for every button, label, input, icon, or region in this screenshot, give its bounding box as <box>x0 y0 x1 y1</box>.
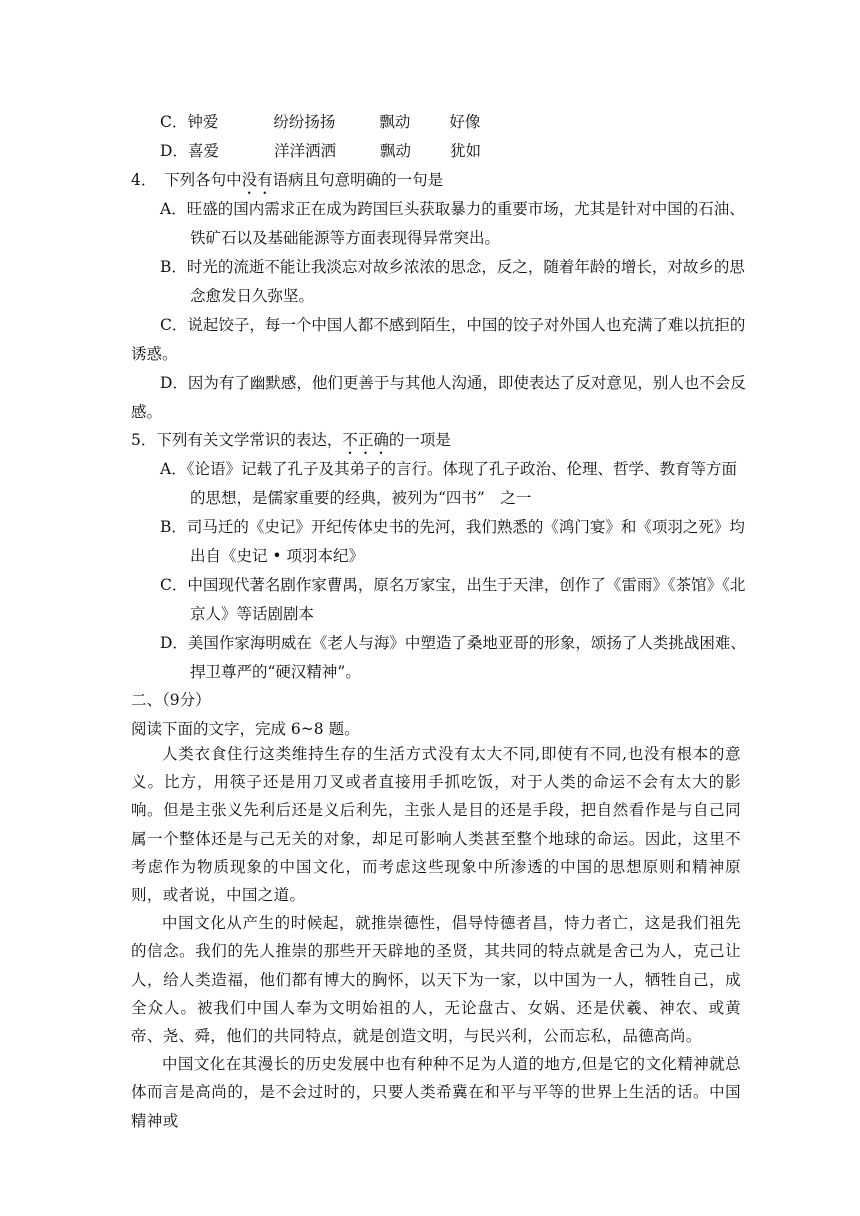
q4-option-a-cont: 铁矿石以及基础能源等方面表现得异常突出。 <box>190 229 501 247</box>
q5-stem: 5．下列有关文学常识的表达，不正确的一项是 <box>131 431 451 449</box>
option-letter: C． <box>160 113 188 131</box>
q4-option-a: A．旺盛的国内需求正在成为跨国巨头获取暴力的重要市场，尤其是针对中国的石油、 <box>160 200 745 218</box>
q5-option-c-cont: 京人》等话剧剧本 <box>190 605 315 623</box>
word: 飘动 <box>379 113 411 131</box>
q4-option-b: B．时光的流逝不能让我淡忘对故乡浓浓的思念，反之，随着年龄的增长，对故乡的思 <box>160 258 745 276</box>
section-instruction: 阅读下面的文字，完成 6~8 题。 <box>131 720 360 738</box>
q4-stem: 4． 下列各句中没有语病且句意明确的一句是 <box>131 171 444 189</box>
reading-passage <box>131 740 741 1135</box>
q5-option-b-cont: 出自《史记 • 项羽本纪》 <box>190 547 364 565</box>
q5-option-d: D．美国作家海明威在《老人与海》中塑造了桑地亚哥的形象，颂扬了人类挑战困难、 <box>160 634 746 652</box>
passage-paragraph: 人类衣食住行这类维持生存的生活方式没有太大不同,即使有不同,也没有根本的意义。比方，用筷子还是用刀叉或者直接用手抓吃饭，对于人类的命运不会有太大的影响。但是主张义先利后还是义后利先，主张人是目的还是手段，把自然看作是与自己同属一个整体还是与己无关的对象，却足可影响人类甚至整个地球的命运。因此，这里不考虑作为物质现象的中国文化，而考虑这些现象中所渗透的中国的思想原则和精神原则，或者说，中国之道。 <box>131 745 741 905</box>
word: 好像 <box>449 113 481 131</box>
q5-option-a-cont: 的思想，是儒家重要的经典，被列为“四书” 之一 <box>190 489 532 507</box>
q4-option-b-cont: 念愈发日久弥坚。 <box>190 287 315 305</box>
q5-option-d-cont: 捍卫尊严的“硬汉精神”。 <box>190 663 361 681</box>
word: 洋洋洒洒 <box>273 142 336 160</box>
emphasis-text: 没有 <box>241 171 273 189</box>
q5-option-a: A．《论语》记载了孔子及其弟子的言行。体现了孔子政治、伦理、哲学、教育等方面 <box>160 460 737 478</box>
passage-paragraph: 中国文化从产生的时候起，就推崇德性，倡导恃德者昌，恃力者亡，这是我们祖先的信念。我们的先人推崇的那些开天辟地的圣贤，其共同的特点就是舍己为人，克己让人，给人类造福，他们都有博大的胸怀，以天下为一家，以中国为一人，牺牲自己，成全众人。被我们中国人奉为文明始祖的人，无论盘古、女娲、还是伏羲、神农、或黄帝、尧、舜，他们的共同特点，就是创造文明，与民兴利，公而忘私，品德高尚。 <box>131 914 741 1046</box>
q5-option-c: C．中国现代著名剧作家曹禺，原名万家宝，出生于天津，创作了《雷雨》《茶馆》《北 <box>160 576 746 594</box>
q4-option-c-cont: 诱惑。 <box>131 345 178 363</box>
word: 钟爱 <box>187 113 219 131</box>
word: 飘动 <box>379 142 411 160</box>
q4-option-d-cont: 感。 <box>131 403 163 421</box>
q3-option-d <box>160 141 481 161</box>
q4-option-d: D．因为有了幽默感，他们更善于与其他人沟通，即使表达了反对意见，别人也不会反 <box>160 374 746 392</box>
q4-option-c: C．说起饺子，每一个中国人都不感到陌生，中国的饺子对外国人也充满了难以抗拒的 <box>160 316 746 334</box>
option-letter: D． <box>160 142 188 160</box>
q5-option-b: B．司马迁的《史记》开纪传体史书的先河，我们熟悉的《鸿门宴》和《项羽之死》均 <box>160 518 745 536</box>
word: 喜爱 <box>187 142 219 160</box>
passage-paragraph: 中国文化在其漫长的历史发展中也有种种不足为人道的地方,但是它的文化精神就总体而言是高尚的，是不会过时的，只要人类希冀在和平与平等的世界上生活的话。中国精神或 <box>131 1055 741 1130</box>
emphasis-text: 不正确 <box>342 431 389 449</box>
q3-option-c <box>160 112 480 132</box>
section-heading: 二、（9分） <box>131 691 211 709</box>
word: 纷纷扬扬 <box>273 113 336 131</box>
word: 犹如 <box>449 142 481 160</box>
